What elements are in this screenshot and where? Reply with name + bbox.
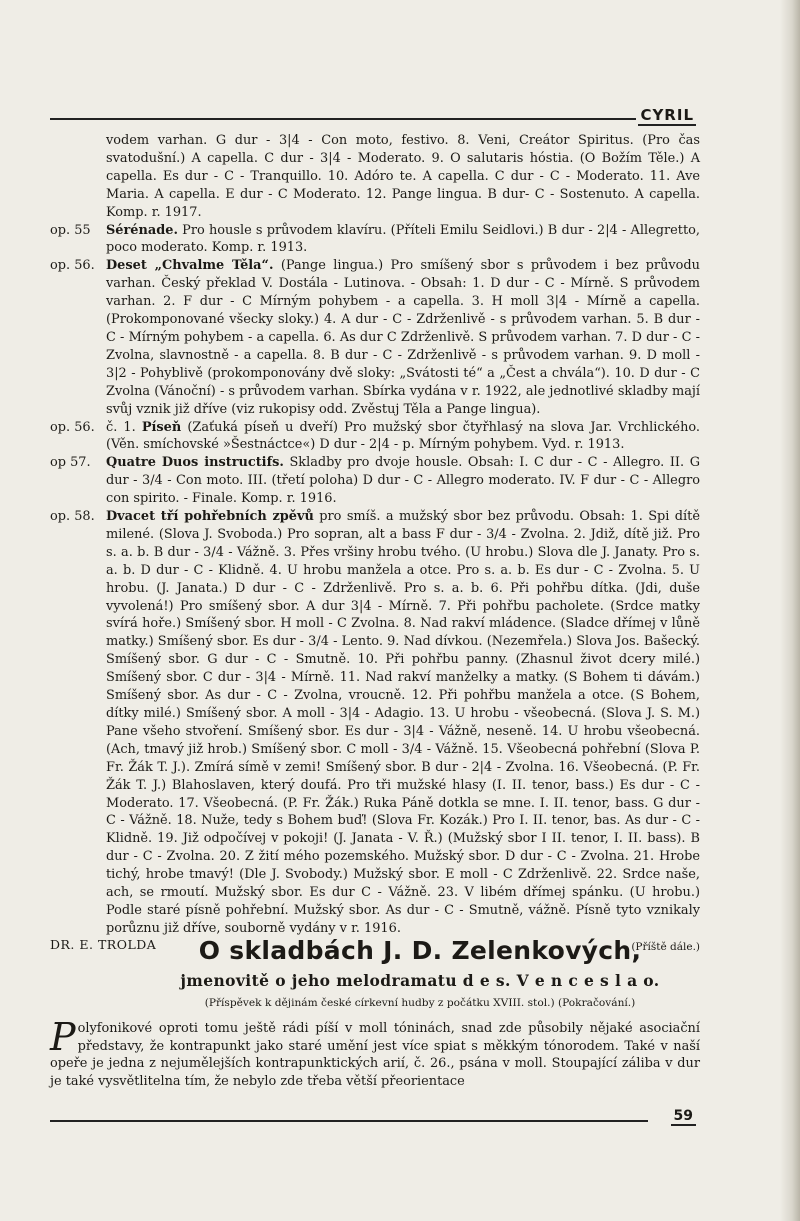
work-entry-op57 — [50, 454, 700, 508]
work-entry-op58 — [50, 508, 700, 957]
article-note: (Příspěvek k dějinám české církevní hudby z počátku XVIII. stol.) (Pokračování.) — [204, 997, 636, 1009]
entry-text: (Pange lingua.) Pro smíšený sbor s průvodem i bez průvodu varhan. Český překlad V. Dostála - Lutinova. - Obsah: 1. D dur - C - Mírně. S průvodem varhan. 2. F dur - C Mírným pohybem - a capella. 3. H moll 3|4 - Mírně a capella. (Prokomponované všecky sloky.) 4. A dur - C - Zdrženlivě - s průvodem varhan. 5. B dur - C - Mírným pohybem - a capella. 6. As dur C Zdrženlivě. S průvodem varhan. 7. D dur - C - Zvolna, slavnostně - a capella. 8. B dur - C - Zdrženlivě - s průvodem varhan. 9. D moll - 3|2 - Pohyblivě (prokomponovány dvě sloky: „Svátosti té“ a „Čest a chvála“). 10. D dur - C Zvolna (Vánoční) - s průvodem varhan. Sbírka vydána v r. 1922, ale jednotlivé skladby mají svůj vznik již dříve (viz rukopisy odd. Zvěstuj Těla a Pange lingua). — [106, 258, 700, 417]
work-entry-op56 — [50, 257, 700, 418]
work-entry-continuation — [50, 132, 700, 222]
drop-cap: P — [50, 1015, 76, 1059]
page-number: 59 — [671, 1108, 696, 1126]
work-title: Píseň — [141, 419, 182, 435]
footer-rule — [50, 1120, 648, 1122]
header-rule — [50, 118, 636, 120]
entry-text: vodem varhan. G dur - 3|4 - Con moto, festivo. 8. Veni, Creátor Spiritus. (Pro čas svatodušní.) A capella. C dur - 3|4 - Moderato. 9. O salutaris hóstia. (O Božím Těle.) A capella. Es dur - C - Tranquillo. 10. Adóro te. A capella. C dur - C - Moderato. 11. Ave Maria. A capella. E dur - C Moderato. 12. Pange lingua. B dur- C - Sostenuto. A capella. Komp. r. 1917. — [106, 133, 700, 220]
opus-label: op. 55 — [50, 222, 91, 238]
article-body-text: olyfonikové oproti tomu ještě rádi píší v moll tóninách, snad zde působily nějaké asociační představy, že kontrapunkt jako staré umění jest více spiat s měkkým tónorodem. Také v naší opeře je jedna z nejumělejších kontrapunktických arií, č. 26., psána v moll. Stoupající záliba v dur je také vysvětlitelna tím, že nebylo zde třeba větší přeorientace — [50, 1021, 700, 1089]
opus-label: op 57. — [50, 455, 91, 471]
opus-label: op. 56. — [50, 258, 95, 274]
article-body — [50, 1015, 700, 1090]
entry-text: pro smíš. a mužský sbor bez průvodu. Obsah: 1. Spi dítě milené. (Slova J. Svoboda.) Pro sopran, alt a bass F dur - 3/4 - Zvolna. 2. Jdiž, dítě již. Pro s. a. b. B dur - 3/4 - Vážně. 3. Přes vršiny hrobu tvého. (U hrobu.) Slova dle J. Janaty. Pro s. a. b. D dur - C - Klidně. 4. U hrobu manžela a otce. Pro s. a. b. Es dur - C - Zvolna. 5. U hrobu. (J. Janata.) D dur - C - Zdrženlivě. Pro s. a. b. 6. Při pohřbu dítka. (Jdi, duše vyvolená!) Pro smíšený sbor. A dur 3|4 - Mírně. 7. Při pohřbu pacholete. (Srdce matky svírá hoře.) Smíšený sbor. H moll - C Zvolna. 8. Nad rakví mládence. (Sladce dřímej v lůně matky.) Smíšený sbor. Es dur - 3/4 - Lento. 9. Nad dívkou. (Nezemřela.) Slova Jos. Bašecký. Smíšený sbor. G dur - C - Smutně. 10. Při pohřbu panny. (Zhasnul život dcery milé.) Smíšený sbor. C dur - 3|4 - Mírně. 11. Nad rakví manželky a matky. (S Bohem ti dávám.) Smíšený sbor. As dur - C - Zvolna, vroucně. 12. Při pohřbu manžela a otce. (S Bohem, dítky milé.) Smíšený sbor. A moll - 3|4 - Adagio. 13. U hrobu - všeobecná. (Slova J. S. M.) Pane všeho stvoření. Smíšený sbor. Es dur - 3|4 - Vážně, neseně. 14. U hrobu všeobecná. (Ach, tmavý již hrob.) Smíšený sbor. C moll - 3/4 - Vážně. 15. Všeobecná pohřební (Slova P. Fr. Žák T. J.). Zmírá símě v zemi! Smíšený sbor. B dur - 2|4 - Zvolna. 16. Všeobecná. (P. Fr. Žák T. J.) Blahoslaven, který doufá. Pro tři mužské hlasy (I. II. tenor, bass.) Es dur - C - Moderato. 17. Všeobecná. (P. Fr. Žák.) Ruka Páně dotkla se mne. I. II. tenor, bass. G dur - C - Vážně. 18. Nuže, tedy s Bohem buď! (Slova Fr. Kozák.) Pro I. II. tenor, bas. As dur - C - Klidně. 19. Již odpočívej v pokoji! (J. Janata - V. Ř.) (Mužský sbor I II. tenor, I. II. bass). B dur - C - Zvolna. 20. Z žití mého pozemského. Mužský sbor. D dur - C - Zvolna. 21. Hrobe tichý, hrobe tmavý! (Dle J. Svobody.) Mužský sbor. E moll - C Zdrženlivě. 22. Srdce naše, ach, se rmoutí. Mužský sbor. Es dur C - Vážně. 23. V libém dřímej spánku. (U hrobu.) Podle staré písně pohřební. Mužský sbor. As dur - C - Smutně, vážně. Písně tyto vznikaly porůznu již dříve, souborně vydány v r. 1916. — [106, 509, 700, 936]
continued-note: (Příště dále.) — [631, 940, 700, 953]
article-author: DR. E. TROLDA — [50, 937, 157, 952]
works-list — [50, 132, 700, 957]
entry-number: č. 1. — [106, 419, 142, 435]
article-subtitle: jmenovitě o jeho melodramatu d e s. V e n c e s l a o. — [180, 971, 660, 990]
running-header — [50, 96, 696, 126]
opus-label: op. 56. — [50, 419, 95, 435]
page-footer — [50, 1108, 696, 1130]
entry-text: (Zaťuká píseň u dveří) Pro mužský sbor čtyřhlasý na slova Jar. Vrchlického. (Věn. smíchovské »Šestnáctce«) D dur - 2|4 - p. Mírným pohybem. Vyd. r. 1913. — [106, 419, 700, 453]
work-title: Dvacet tří pohřebních zpěvů — [106, 509, 314, 525]
entry-text: Pro housle s průvodem klavíru. (Příteli Emilu Seidlovi.) B dur - 2|4 - Allegretto, poco moderato. Komp. r. 1913. — [106, 222, 700, 256]
running-title: CYRIL — [640, 106, 694, 124]
article — [50, 935, 700, 1103]
opus-label: op. 58. — [50, 509, 95, 525]
work-entry-op55 — [50, 222, 700, 258]
work-title: Deset „Chvalme Těla“. — [106, 258, 274, 274]
work-entry-op56-no1 — [50, 419, 700, 455]
entry-text: Skladby pro dvoje housle. Obsah: I. C dur - C - Allegro. II. G dur - 3/4 - Con moto. III. (třetí poloha) D dur - C - Allegro moderato. IV. F dur - C - Allegro con spirito. - Finale. Komp. r. 1916. — [106, 455, 700, 507]
article-title: O skladbách J. D. Zelenkových, — [198, 936, 642, 965]
work-title: Sérénade. — [106, 222, 178, 238]
work-title: Quatre Duos instructifs. — [106, 455, 284, 471]
